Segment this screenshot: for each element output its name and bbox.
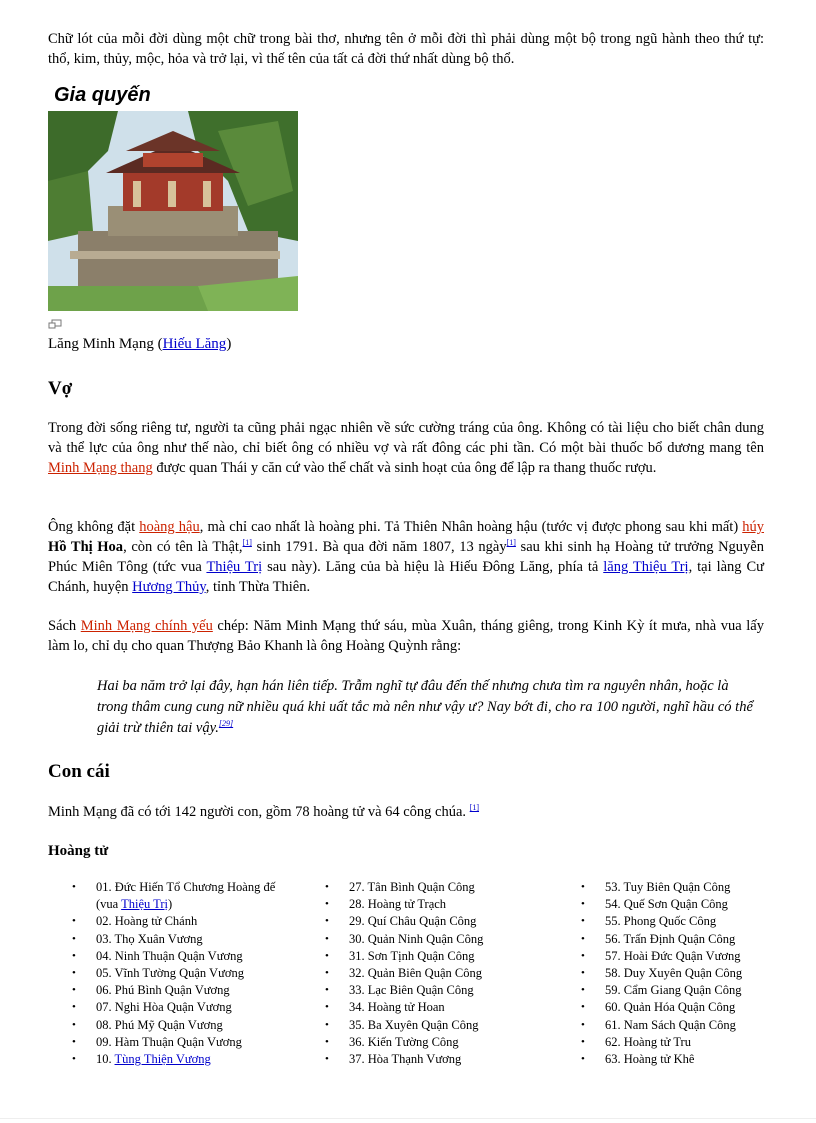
minh-mang-thang-link[interactable]: Minh Mạng thang [48,460,153,476]
list-item: • 60. Quản Hóa Quận Công [605,999,775,1016]
list-item: • 02. Hoàng tử Chánh [96,913,306,930]
princes-column-1 [96,879,306,1068]
princes-column-3 [605,879,775,1068]
list-item: • 03. Thọ Xuân Vương [96,931,306,948]
thieu-tri-list-link[interactable]: Thiệu Trị [121,897,169,912]
minh-mang-chinh-yeu-link[interactable]: Minh Mạng chính yếu [80,618,213,634]
ref-1-a[interactable]: [1] [242,538,252,548]
page-bottom-divider [0,1118,816,1119]
list-item: • 01. Đức Hiến Tổ Chương Hoàng đế (vua Thiệu Trị) [96,879,306,913]
vo-paragraph-3: Sách Minh Mạng chính yếu chép: Năm Minh Mạng thứ sáu, mùa Xuân, tháng giêng, trong Kinh Kỳ ít mưa, nhà vua lấy làm lo, chỉ dụ cho quan Thượng Bảo Khanh là ông Hoàng Quỳnh rằng: [48,618,764,654]
list-item: • 05. Vĩnh Tường Quận Vương [96,965,306,982]
list-item: • 56. Trấn Định Quận Công [605,931,775,948]
quote-block: Hai ba năm trở lại đây, hạn hán liên tiếp. Trẫm nghĩ tự đâu đến thế nhưng chưa tìm ra nguyên nhân, hoặc là trong thâm cung cung nữ nhiều quá khi uất tắc mà nên như vậy ư? Nay bớt đi, cho ra 100 người, nghĩ hầu có thể giải trừ thiên tai vậy.[29] [97,678,753,736]
list-item: • 54. Quế Sơn Quận Công [605,896,775,913]
list-item: • 09. Hàm Thuận Quận Vương [96,1034,306,1051]
heading-con-cai: Con cái [48,761,110,782]
list-item: • 61. Nam Sách Quận Công [605,1017,775,1034]
list-item: • 63. Hoàng tử Khê [605,1051,775,1068]
image-caption: Lăng Minh Mạng (Hiếu Lăng) [48,336,232,352]
vo-paragraph-1: Trong đời sống riêng tư, người ta cũng phải ngạc nhiên về sức cường tráng của ông. Không có tài liệu cho biết chân dung và thể lực của ông như thế nào, chỉ biết ông có nhiều vợ và rất đông các phi tần. Có một bài thuốc bổ dương mang tên Minh Mạng thang được quan Thái y căn cứ vào thể chất và sinh hoạt của ông để lập ra thang thuốc rượu. [48,420,764,476]
list-item: • 04. Ninh Thuận Quận Vương [96,948,306,965]
list-item: • 06. Phú Bình Quận Vương [96,982,306,999]
princes-column-2 [349,879,559,1068]
list-item: • 57. Hoài Đức Quận Vương [605,948,775,965]
list-item: • 58. Duy Xuyên Quận Công [605,965,775,982]
con-cai-paragraph: Minh Mạng đã có tới 142 người con, gồm 78 hoàng tử và 64 công chúa. [1] [48,803,480,820]
list-item: • 28. Hoàng tử Trạch [349,896,559,913]
huong-thuy-link[interactable]: Hương Thủy [132,579,206,595]
intro-paragraph: Chữ lót của mỗi đời dùng một chữ trong bài thơ, nhưng tên ở mỗi đời thì phải dùng một bộ trong ngũ hành theo thứ tự: thổ, kim, thủy, mộc, hỏa và trở lại, vì thế tên của tất cả đời thứ nhất dùng bộ thổ. [48,31,764,67]
vo-paragraph-2: Ông không đặt hoàng hậu, mà chỉ cao nhất là hoàng phi. Tả Thiên Nhân hoàng hậu (tước vị được phong sau khi mất) húy Hồ Thị Hoa, còn có tên là Thật,[1] sinh 1791. Bà qua đời năm 1807, 13 ngày[1] sau khi sinh hạ Hoàng tử trưởng Nguyễn Phúc Miên Tông (tức vua Thiệu Trị sau này). Lăng của bà hiệu là Hiếu Đông Lăng, phía tả lăng Thiệu Trị, tại làng Cư Chánh, huyện Hương Thủy, tỉnh Thừa Thiên. [48,519,764,595]
heading-vo: Vợ [48,378,73,399]
heading-hoang-tu: Hoàng tử [48,843,109,859]
list-item: • 10. Tùng Thiện Vương [96,1051,306,1068]
list-item: • 29. Quí Châu Quận Công [349,913,559,930]
list-item: • 35. Ba Xuyên Quận Công [349,1017,559,1034]
list-item: • 27. Tân Bình Quận Công [349,879,559,896]
ref-29[interactable]: [29] [218,719,234,729]
tomb-photo[interactable] [48,111,298,311]
hieu-lang-link[interactable]: Hiếu Lăng [162,336,227,352]
list-item: • 32. Quản Biên Quận Công [349,965,559,982]
thieu-tri-link[interactable]: Thiệu Trị [206,559,263,575]
list-item: • 07. Nghi Hòa Quận Vương [96,999,306,1016]
list-item: • 59. Cẩm Giang Quận Công [605,982,775,999]
enlarge-icon[interactable] [48,319,62,329]
list-item: • 36. Kiến Tường Công [349,1034,559,1051]
list-item: • 62. Hoàng tử Tru [605,1034,775,1051]
tung-thien-vuong-link[interactable]: Tùng Thiện Vương [114,1052,211,1067]
list-item: • 34. Hoàng tử Hoan [349,999,559,1016]
ref-1-c[interactable]: [1] [469,803,480,813]
list-item: • 33. Lạc Biên Quận Công [349,982,559,999]
list-item: • 53. Tuy Biên Quận Công [605,879,775,896]
huy-link[interactable]: húy [742,519,764,535]
list-item: • 37. Hòa Thạnh Vương [349,1051,559,1068]
list-item: • 31. Sơn Tịnh Quận Công [349,948,559,965]
hoang-hau-link[interactable]: hoàng hậu [139,519,200,535]
lang-thieu-tri-link[interactable]: lăng Thiệu Trị [603,559,689,575]
list-item: • 30. Quản Ninh Quận Công [349,931,559,948]
list-item: • 08. Phú Mỹ Quận Vương [96,1017,306,1034]
list-item: • 55. Phong Quốc Công [605,913,775,930]
section-title-gia-quyen: Gia quyến [54,84,151,106]
ref-1-b[interactable]: [1] [506,538,516,548]
